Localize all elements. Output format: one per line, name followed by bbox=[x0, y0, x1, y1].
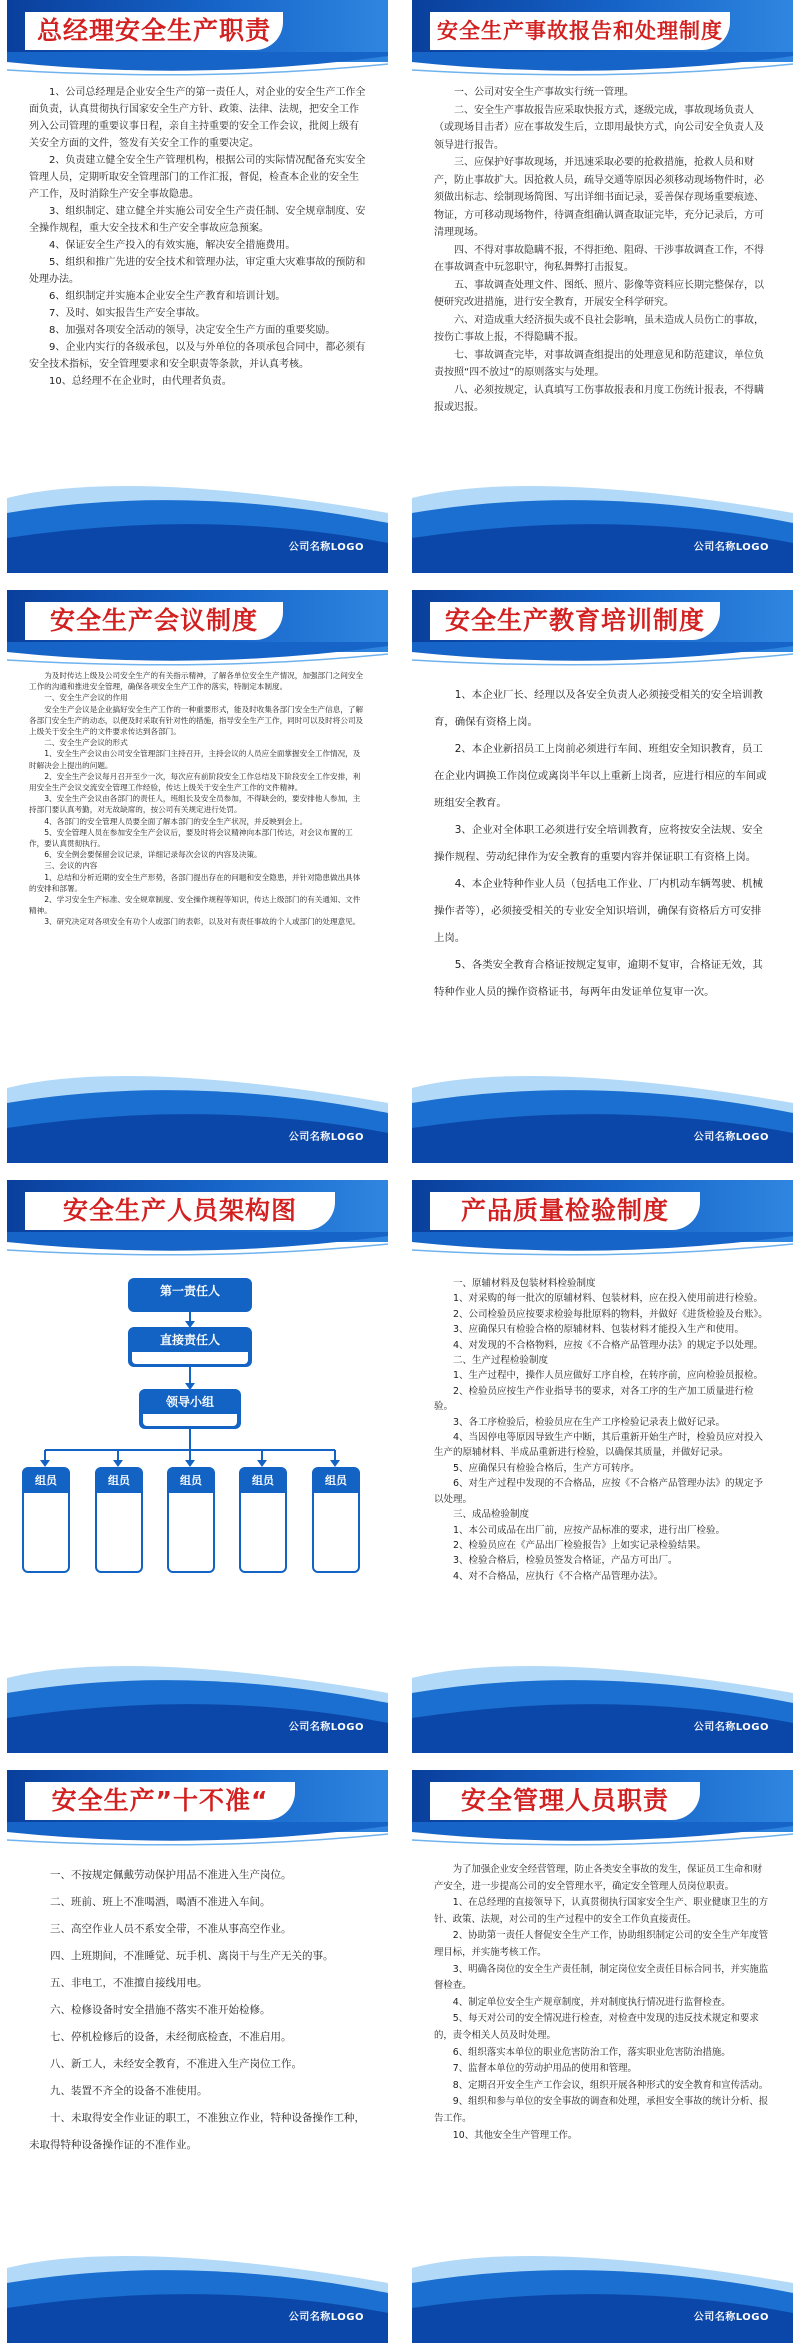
paragraph: 1、安全生产会议由公司安全管理部门主持召开，主持会议的人员应全面掌握安全工作情况，及时解决会上提出的问题。 bbox=[29, 749, 361, 770]
paragraph: 10、其他安全生产管理工作。 bbox=[452, 2129, 578, 2141]
paragraph: 1、总结和分析近期的安全生产形势，各部门提出存在的问题和安全隐患，并针对隐患做出具体的安排和部署。 bbox=[29, 872, 361, 893]
paragraph: 为及时传达上级及公司安全生产的有关指示精神，了解各单位安全生产情况，加强部门之间安全工作的沟通和推进安全管理，确保各项安全生产工作的落实，特制定本制度。 bbox=[29, 671, 364, 692]
paragraph: 3、应确保只有检验合格的原辅材料、包装材料才能投入生产和使用。 bbox=[453, 1324, 745, 1336]
paragraph: 四、不得对事故隐瞒不报，不得拒绝、阻碍、干涉事故调查工作，不得在事故调查中玩忽职守，徇私舞弊打击报复。 bbox=[434, 244, 764, 273]
panel-body bbox=[434, 1276, 771, 1643]
first-responsible-node bbox=[128, 1278, 252, 1312]
paragraph: 3、企业对全体职工必须进行安全培训教育，应将按安全法规、安全操作规程、劳动纪律作为安全教育的重要内容并保证职工有资格上岗。 bbox=[434, 824, 763, 863]
header-swoosh bbox=[412, 1822, 793, 1850]
paragraph: 七、停机检修后的设备，未经彻底检查，不准启用。 bbox=[50, 2031, 292, 2043]
company-logo: 公司名称LOGO bbox=[693, 542, 769, 553]
paragraph: 三、应保护好事故现场，并迅速采取必要的抢救措施，抢救人员和财产，防止事故扩大。因抢救人员，疏导交通等原因必须移动现场物件时，必须做出标志、绘制现场简图、写出详细书面记录，妥善保存现场重要痕迹、物证，方可移动现场物件，待调查组确认调查取证完毕，充分记录后，方可清理现场。 bbox=[434, 157, 764, 238]
paragraph: 5、各类安全教育合格证按规定复审，逾期不复审，合格证无效，其特种作业人员的操作资格证书，每两年由发证单位复审一次。 bbox=[434, 959, 763, 998]
panel-body bbox=[29, 1862, 366, 2233]
paragraph: 4、对发现的不合格物料，应按《不合格产品管理办法》的规定予以处理。 bbox=[453, 1339, 764, 1351]
paragraph: 4、各部门的安全管理人员要全面了解本部门的安全生产状况，并反映到会上。 bbox=[44, 816, 308, 826]
paragraph: 2、安全生产会议每月召开至少一次，每次应有前阶段安全工作总结及下阶段安全工作安排，利用安全生产会议交流安全管理工作经验，传达上级关于安全生产工作的文件精神。 bbox=[29, 771, 361, 793]
paragraph: 5、安全管理人员在参加安全生产会议后，要及时将会议精神向本部门传达，对会议布置的工作，要认真贯彻执行。 bbox=[29, 827, 353, 849]
paragraph: 7、监督本单位的劳动护用品的使用和管理。 bbox=[452, 2063, 637, 2075]
panel-title: 安全管理人员职责 bbox=[430, 1782, 700, 1820]
member-label: 组员 bbox=[314, 1469, 358, 1493]
paragraph: 八、必须按规定，认真填写工伤事故报表和月度工伤统计报表，不得瞒报或迟报。 bbox=[434, 384, 764, 413]
company-logo: 公司名称LOGO bbox=[288, 542, 364, 553]
paragraph: 1、对采购的每一批次的原辅材料、包装材料，应在投入使用前进行检验。 bbox=[453, 1293, 764, 1305]
paragraph: 2、检验员应按生产作业指导书的要求，对各工序的生产加工质量进行检验。 bbox=[434, 1385, 754, 1413]
panel-title: 安全生产会议制度 bbox=[25, 602, 283, 640]
paragraph: 5、应确保只有检验合格后，生产方可转序。 bbox=[453, 1462, 640, 1474]
paragraph: 9、组织和参与单位的安全事故的调查和处理，承担安全事故的统计分析、报告工作。 bbox=[434, 2096, 769, 2124]
company-logo: 公司名称LOGO bbox=[288, 1722, 364, 1733]
paragraph: 10、总经理不在企业时，由代理者负责。 bbox=[49, 376, 232, 387]
paragraph: 八、新工人，未经安全教育，不准进入生产岗位工作。 bbox=[50, 2058, 302, 2070]
panel-accident-report bbox=[412, 0, 793, 573]
paragraph: 9、企业内实行的各级承包，以及与外单位的各项承包合同中，都必须有安全技术指标，安全管理要求和安全职责等条款，并认真考核。 bbox=[29, 342, 366, 370]
paragraph: 一、公司对安全生产事故实行统一管理。 bbox=[454, 87, 634, 98]
paragraph: 5、每天对公司的安全情况进行检查，对检查中发现的违反技术规定和要求的，责令相关人员及时处理。 bbox=[434, 2013, 759, 2041]
panel-safety-manager-duties bbox=[412, 1770, 793, 2343]
panel-training-system bbox=[412, 590, 793, 1163]
paragraph: 1、在总经理的直接领导下，认真贯彻执行国家安全生产、职业健康卫生的方针、政策、法规，对公司的生产过程中的安全工作负直接责任。 bbox=[434, 1897, 769, 1925]
paragraph: 2、协助第一责任人督促安全生产工作，协助组织制定公司的安全生产年度管理目标，并实施考核工作。 bbox=[434, 1930, 769, 1958]
paragraph: 4、对不合格品，应执行《不合格产品管理办法》。 bbox=[453, 1570, 664, 1582]
paragraph: 为了加强企业安全经营管理，防止各类安全事故的发生，保证员工生命和财产安全，进一步提高公司的安全管理水平，确定安全管理人员岗位职责。 bbox=[434, 1864, 763, 1892]
panel-title: 安全生产人员架构图 bbox=[25, 1192, 335, 1230]
paragraph: 九、装置不齐全的设备不准使用。 bbox=[50, 2085, 208, 2097]
paragraph: 4、当因停电等原因导致生产中断，其后重新开始生产时，检验员应对投入生产的原辅材料、半成品重新进行检验，以确保其质量，并做好记录。 bbox=[434, 1432, 764, 1459]
paragraph: 二、生产过程检验制度 bbox=[453, 1355, 549, 1367]
paragraph: 二、班前、班上不准喝酒，喝酒不准进入车间。 bbox=[50, 1896, 271, 1908]
paragraph: 7、及时、如实报告生产安全事故。 bbox=[49, 308, 206, 319]
paragraph: 二、安全生产事故报告应采取快报方式，逐级完成，事故现场负责人（或现场目击者）应在事故发生后，立即用最快方式，向公司安全负责人及领导进行报告。 bbox=[434, 104, 764, 151]
member-label: 组员 bbox=[169, 1469, 213, 1493]
paragraph: 4、制定单位安全生产规章制度，并对制度执行情况进行监督检查。 bbox=[452, 1996, 731, 2008]
paragraph: 一、原辅材料及包装材料检验制度 bbox=[453, 1278, 596, 1289]
panel-body bbox=[434, 682, 771, 1053]
paragraph: 3、明确各岗位的安全生产责任制，制定岗位安全责任目标合同书，并实施监督检查。 bbox=[434, 1963, 769, 1992]
paragraph: 六、对造成重大经济损失或不良社会影响，虽未造成人员伤亡的事故，按伤亡事故上报，不得隐瞒不报。 bbox=[434, 314, 764, 343]
footer-wave bbox=[7, 1048, 388, 1163]
panel-title: 安全生产事故报告和处理制度 bbox=[430, 12, 730, 50]
company-logo: 公司名称LOGO bbox=[693, 1132, 769, 1143]
header-swoosh bbox=[412, 1232, 793, 1260]
paragraph: 六、检修设备时安全措施不落实不准开始检修。 bbox=[50, 2004, 271, 2016]
panel-body bbox=[434, 84, 771, 463]
paragraph: 6、安全例会要保留会议记录，详细记录每次会议的内容及决策。 bbox=[44, 850, 262, 860]
footer-wave bbox=[7, 2228, 388, 2343]
header-swoosh bbox=[7, 52, 388, 80]
footer-wave bbox=[412, 1048, 793, 1163]
company-logo: 公司名称LOGO bbox=[288, 2312, 364, 2323]
paragraph: 4、保证安全生产投入的有效实施，解决安全措施费用。 bbox=[49, 240, 296, 251]
paragraph: 8、加强对各项安全活动的领导，决定安全生产方面的重要奖励。 bbox=[49, 325, 336, 336]
paragraph: 3、各工序检验后，检验员应在生产工序检验记录表上做好记录。 bbox=[453, 1416, 726, 1428]
paragraph: 2、学习安全生产标准、安全规章制度、安全操作规程等知识，传达上级部门的有关通知、文件精神。 bbox=[29, 895, 361, 916]
paragraph: 2、本企业新招员工上岗前必须进行车间、班组安全知识教育，员工在企业内调换工作岗位或离岗半年以上重新上岗者，应进行相应的车间或班组安全教育。 bbox=[434, 743, 767, 809]
paragraph: 2、公司检验员应按要求检验每批原料的物料，并做好《进货检验及台账》。 bbox=[453, 1308, 768, 1320]
paragraph: 2、检验员应在《产品出厂检验报告》上如实记录检验结果。 bbox=[453, 1539, 707, 1551]
paragraph: 6、组织制定并实施本企业安全生产教育和培训计划。 bbox=[49, 291, 286, 302]
paragraph: 2、负责建立健全安全生产管理机构，根据公司的实际情况配备充实安全管理人员，定期听取安全管理部门的工作汇报，督促，检查本企业的安全生产工作，及时消除生产安全事故隐患。 bbox=[29, 155, 366, 200]
panel-meeting-system bbox=[7, 590, 388, 1163]
paragraph: 三、高空作业人员不系安全带，不准从事高空作业。 bbox=[50, 1923, 292, 1935]
panel-title: 安全生产教育培训制度 bbox=[430, 602, 720, 640]
paragraph: 二、安全生产会议的形式 bbox=[44, 738, 128, 748]
paragraph: 6、对生产过程中发现的不合格品，应按《不合格产品管理办法》的规定予以处理。 bbox=[434, 1478, 764, 1505]
panel-gm-duties bbox=[7, 0, 388, 573]
paragraph: 6、组织落实本单位的职业危害防治工作，落实职业危害防治措施。 bbox=[452, 2046, 731, 2058]
paragraph: 1、本企业厂长、经理以及各安全负责人必须接受相关的安全培训教育，确保有资格上岗。 bbox=[434, 689, 763, 728]
paragraph: 1、公司总经理是企业安全生产的第一责任人，对企业的安全生产工作全面负责，认真贯彻执行国家安全生产方针、政策、法律、法规，把安全工作列入公司管理的重要议事日程，亲自主持重要的安全工作会议，批阅上级有关安全方面的文件，签发有关安全工作的重要决定。 bbox=[29, 87, 366, 149]
member-box bbox=[239, 1467, 287, 1573]
paragraph: 5、组织和推广先进的安全技术和管理办法，审定重大灾难事故的预防和处理办法。 bbox=[29, 257, 366, 285]
header-swoosh bbox=[7, 642, 388, 670]
header-swoosh bbox=[412, 52, 793, 80]
member-box bbox=[22, 1467, 70, 1573]
panel-body bbox=[434, 1862, 771, 2233]
member-label: 组员 bbox=[24, 1469, 68, 1493]
paragraph: 1、本公司成品在出厂前，应按产品标准的要求，进行出厂检验。 bbox=[453, 1524, 726, 1536]
panel-title: 产品质量检验制度 bbox=[430, 1192, 700, 1230]
footer-wave bbox=[412, 458, 793, 573]
company-logo: 公司名称LOGO bbox=[693, 2312, 769, 2323]
header-swoosh bbox=[7, 1822, 388, 1850]
paragraph: 四、上班期间，不准睡觉、玩手机、离岗干与生产无关的事。 bbox=[50, 1950, 334, 1962]
member-box bbox=[312, 1467, 360, 1573]
node-label: 领导小组 bbox=[165, 1395, 214, 1409]
header-swoosh bbox=[412, 642, 793, 670]
footer-wave bbox=[412, 2228, 793, 2343]
footer-wave bbox=[7, 458, 388, 573]
panel-title: 总经理安全生产职责 bbox=[25, 12, 283, 50]
paragraph: 十、未取得安全作业证的职工，不准独立作业，特种设备操作工种，未取得特种设备操作证的不准作业。 bbox=[29, 2112, 365, 2151]
direct-responsible-node bbox=[128, 1327, 252, 1367]
paragraph: 三、会议的内容 bbox=[44, 861, 98, 871]
member-box bbox=[167, 1467, 215, 1573]
panel-quality-inspection bbox=[412, 1180, 793, 1753]
paragraph: 安全生产会议是企业搞好安全生产工作的一种重要形式，能及时收集各部门安全生产信息，了解各部门安全生产的动态，以便及时采取有针对性的措施，指导安全生产工作，同时可以及时将公司及上级关于安全生产的文件要求传达到各部门。 bbox=[29, 704, 364, 737]
paragraph: 1、生产过程中，操作人员应做好工序自检，在转序前，应向检验员报检。 bbox=[453, 1370, 764, 1382]
panel-body bbox=[29, 670, 366, 1053]
paragraph: 3、检验合格后，检验员签发合格证，产品方可出厂。 bbox=[453, 1555, 678, 1567]
node-label: 第一责任人 bbox=[159, 1284, 220, 1298]
panel-ten-prohibitions bbox=[7, 1770, 388, 2343]
paragraph: 一、不按规定佩戴劳动保护用品不准进入生产岗位。 bbox=[50, 1869, 292, 1881]
paragraph: 五、事故调查处理文件、图纸、照片、影像等资料应长期完整保存，以便研究改进措施，进行安全教育，开展安全科学研究。 bbox=[434, 279, 764, 308]
footer-wave bbox=[7, 1638, 388, 1753]
paragraph: 五、非电工，不准擅自接线用电。 bbox=[50, 1977, 208, 1989]
member-box bbox=[95, 1467, 143, 1573]
company-logo: 公司名称LOGO bbox=[693, 1722, 769, 1733]
paragraph: 4、本企业特种作业人员（包括电工作业、厂内机动车辆驾驶、机械操作者等），必须接受相关的专业安全知识培训，确保有资格后方可安排上岗。 bbox=[434, 878, 763, 944]
paragraph: 3、组织制定、建立健全并实施公司安全生产责任制、安全规章制度、安全操作规程，重大安全技术和生产安全事故应急预案。 bbox=[29, 206, 366, 234]
paragraph: 3、研究决定对各项安全有功个人或部门的表彰，以及对有责任事故的个人或部门的处理意见。 bbox=[44, 917, 361, 927]
member-label: 组员 bbox=[97, 1469, 141, 1493]
footer-wave bbox=[412, 1638, 793, 1753]
paragraph: 三、成品检验制度 bbox=[453, 1509, 530, 1521]
node-label: 直接责任人 bbox=[159, 1333, 220, 1347]
member-label: 组员 bbox=[241, 1469, 285, 1493]
panel-body bbox=[29, 84, 366, 463]
paragraph: 8、定期召开安全生产工作会议，组织开展各种形式的安全教育和宣传活动。 bbox=[452, 2079, 769, 2091]
paragraph: 一、安全生产会议的作用 bbox=[44, 693, 128, 703]
company-logo: 公司名称LOGO bbox=[288, 1132, 364, 1143]
paragraph: 3、安全生产会议由各部门的责任人，班组长及安全员参加，不得缺会的，要安排他人参加，主持部门要认真考勤，对无故缺席的，按公司有关规定进行处罚。 bbox=[29, 794, 361, 815]
paragraph: 七、事故调查完毕，对事故调查组提出的处理意见和防范建议，单位负责按照“四不放过”的原则落实与处理。 bbox=[434, 349, 764, 378]
leadership-group-node bbox=[139, 1389, 241, 1429]
panel-org-chart bbox=[7, 1180, 388, 1753]
panel-title: 安全生产”十不准“ bbox=[25, 1782, 295, 1820]
